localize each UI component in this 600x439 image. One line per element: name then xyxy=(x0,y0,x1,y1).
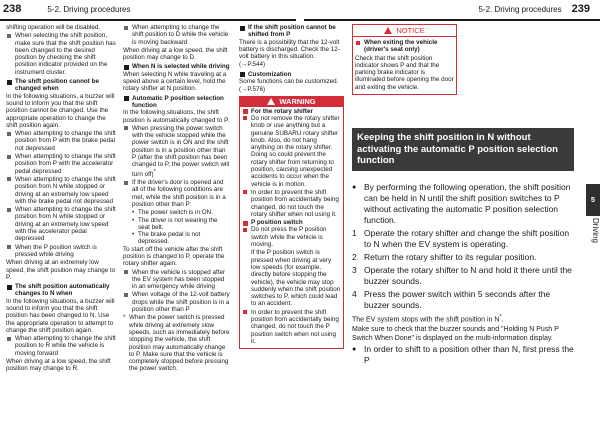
warning-box xyxy=(239,96,344,350)
step-number: 2 xyxy=(352,252,357,262)
column-1 xyxy=(6,24,116,374)
warning-body xyxy=(240,107,343,349)
procedure-column xyxy=(352,182,577,439)
subheading: Automatic P position selection function xyxy=(123,95,231,110)
left-page-number: 238 xyxy=(3,2,22,15)
key-section xyxy=(352,128,574,177)
right-section-title: 5-2. Driving procedures xyxy=(478,4,562,14)
bullet-item: When the vehicle is stopped after the EV system has been stopped in an emergency while driving xyxy=(123,269,231,291)
step-item xyxy=(352,228,577,250)
warning-triangle-icon xyxy=(267,98,275,105)
chapter-tab: 5 xyxy=(586,184,600,216)
paragraph: When selecting N while traveling at a speed above a certain level, hold the rotary shifter at N position. xyxy=(123,70,227,93)
subheading: The shift position cannot be changed when xyxy=(6,78,116,93)
paragraph-text: The EV system stops with the shift position in N xyxy=(352,316,500,324)
step-number: 3 xyxy=(352,265,357,275)
footnote-marker: * xyxy=(153,168,156,175)
warning-paragraph: If the P position switch is pressed when driving at very low speeds (for example, directly before stopping the vehicle), the vehicle may stop suddenly when the shift position switches to P, which could lead to an accident. xyxy=(251,249,341,308)
bullet-item: When attempting to change the shift position to D while the vehicle is moving backward xyxy=(123,24,231,46)
large-bullet: ● By performing the following operation, the shift position can be held in N until the shift position switches to P without activating the automatic P position selection function. xyxy=(352,182,577,226)
footnote-marker: * xyxy=(499,314,502,320)
step-item xyxy=(352,252,577,263)
page-reference: (→P.544) xyxy=(239,61,266,69)
footnote: * When the power switch is pressed while driving at extremely slow speeds, such as immediately before stopping the vehicle, the shift position may automatically change to P. Make sure that the vehicle is completely stopped before pressing the power switch. xyxy=(123,314,231,372)
subheading: When N is selected while driving xyxy=(123,63,231,70)
subheading: The shift position automatically changes to N when xyxy=(6,283,116,298)
warning-bullet: In order to prevent the shift position from accidentally being changed, do not touch the rotary shifter when not using it. xyxy=(242,189,341,218)
condition-item: • The driver is not wearing the seat belt. xyxy=(132,217,231,232)
bullet-item: When voltage of the 12-volt battery drops while the shift position is in a position other than P xyxy=(123,291,231,313)
warning-bullet: Do not remove the rotary shifter knob or use anything but a genuine SUBARU rotary shifter knob. Also, do not hang anything on the rotary shifter. Doing so could prevent the rotary shifter from returning to position, causing unexpected accidents to occur when the vehicle is in motion. xyxy=(242,115,341,188)
warning-subheading: For the rotary shifter xyxy=(242,108,341,115)
step-text: Return the rotary shifter to its regular position. xyxy=(364,252,537,262)
paragraph: In the following situations, a buzzer will sound to inform you that the shift position has been changed to N. Use the appropriate operation to attempt to change the shift position again. xyxy=(6,297,115,334)
left-section-title: 5-2. Driving procedures xyxy=(47,4,131,14)
section-heading-box: Keeping the shift position in N without activating the automatic P position selection function xyxy=(352,128,574,171)
step-item xyxy=(352,289,577,311)
step-item xyxy=(352,265,577,287)
column-4 xyxy=(352,24,457,95)
notice-box xyxy=(352,24,457,95)
notice-title: NOTICE xyxy=(396,26,425,35)
paragraph: There is a possibility that the 12-volt battery is discharged. Check the 12-volt battery in this situation. xyxy=(239,38,340,61)
paragraph: When driving at an extremely low speed, the shift position may change to P. xyxy=(6,259,116,281)
left-header-rule xyxy=(0,19,296,21)
bullet-item: When attempting to change the shift position from N while stopped or driving at an extremely low speed with the accelerator pedal depressed xyxy=(6,206,116,242)
paragraph: Make sure to check that the buzzer sounds and "Holding N Push P Switch When Done" is displayed on the multi-information display. xyxy=(352,326,559,343)
paragraph xyxy=(352,313,577,324)
bullet-text: When pressing the power switch with the vehicle stopped while the power switch is in ON and the shift position is in a position other than P (after the shift position has been changed to P, the power switch will turn off) xyxy=(132,124,230,178)
chapter-tab-label: Driving xyxy=(591,218,600,243)
subheading: If the shift position cannot be shifted from P xyxy=(239,24,344,39)
bullet-item xyxy=(123,125,231,178)
paragraph: Some functions can be customized. xyxy=(239,78,339,86)
step-text: Press the power switch within 5 seconds after the buzzer sounds. xyxy=(364,289,551,310)
left-page-header xyxy=(0,0,300,19)
notice-paragraph: Check that the shift position indicator shows P and that the parking brake indicator is illuminated before opening the door and exiting the vehicle. xyxy=(355,54,454,91)
paragraph: In the following situations, the shift position is automatically changed to P. xyxy=(123,109,230,124)
step-text: Operate the rotary shifter to N and hold it there until the buzzer sounds. xyxy=(364,265,572,286)
bullet-item: When attempting to change the shift position from P with the brake pedal not depressed xyxy=(6,130,116,152)
notice-subheading: When exiting the vehicle (driver's seat only) xyxy=(355,39,454,54)
bullet-item: When attempting to change the shift position from N while stopped or driving at an extremely low speed with the brake pedal not depressed xyxy=(6,176,116,205)
right-page-number: 239 xyxy=(571,2,590,15)
page-reference: (→P.576) xyxy=(239,86,266,94)
warning-subheading: P position switch xyxy=(242,219,341,226)
warning-title: WARNING xyxy=(279,96,316,106)
large-bullet: ● In order to shift to a position other than N, first press the P xyxy=(352,344,577,366)
condition-item: • The power switch is in ON. xyxy=(132,209,231,216)
step-text: Operate the rotary shifter and change the shift position to N when the EV system is operating. xyxy=(364,228,570,249)
paragraph: When driving at a low speed, the shift position may change to D. xyxy=(123,46,228,62)
condition-item: • The brake pedal is not depressed. xyxy=(132,231,231,246)
bullet-item: When attempting to change the shift position to R while the vehicle is moving forward xyxy=(6,335,116,357)
column-3 xyxy=(239,24,344,349)
subheading: Customization xyxy=(239,71,344,78)
bullet-item: When attempting to change the shift position from P with the accelerator pedal depressed xyxy=(6,153,116,175)
notice-triangle-icon xyxy=(384,27,392,34)
paragraph: shifting operation will be disabled. xyxy=(6,24,101,31)
period: . xyxy=(501,316,504,324)
right-header-rule xyxy=(304,19,600,21)
warning-title-bar xyxy=(240,97,343,107)
right-page-header xyxy=(300,0,600,19)
warning-bullet: Do not press the P position switch while the vehicle is moving. xyxy=(242,226,341,248)
paragraph: To start off the vehicle after the shift position is changed to P, operate the rotary shifter again. xyxy=(123,245,225,268)
paragraph: When driving at a low speed, the shift position may change to R. xyxy=(6,358,111,373)
paragraph: In the following situations, a buzzer will sound to inform you that the shift position cannot be changed. Use the appropriate operation to change the shift position again. xyxy=(6,92,115,129)
notice-title-bar xyxy=(353,25,456,37)
bullet-item: When selecting the shift position, make sure that the shift position has been changed to the desired position by checking the shift position indicator provided on the instrument cluster. xyxy=(6,32,116,76)
step-number: 4 xyxy=(352,289,357,299)
notice-body xyxy=(353,37,456,94)
column-2 xyxy=(123,24,231,373)
bullet-item: If the driver's door is opened and all of the following conditions are met, while the shift position is in a position other than P: xyxy=(123,179,231,208)
bullet-item: When the P position switch is pressed while driving xyxy=(6,244,116,259)
step-number: 1 xyxy=(352,228,357,238)
warning-bullet: In order to prevent the shift position from accidentally being changed, do not touch the P position switch when not using it. xyxy=(242,309,341,345)
